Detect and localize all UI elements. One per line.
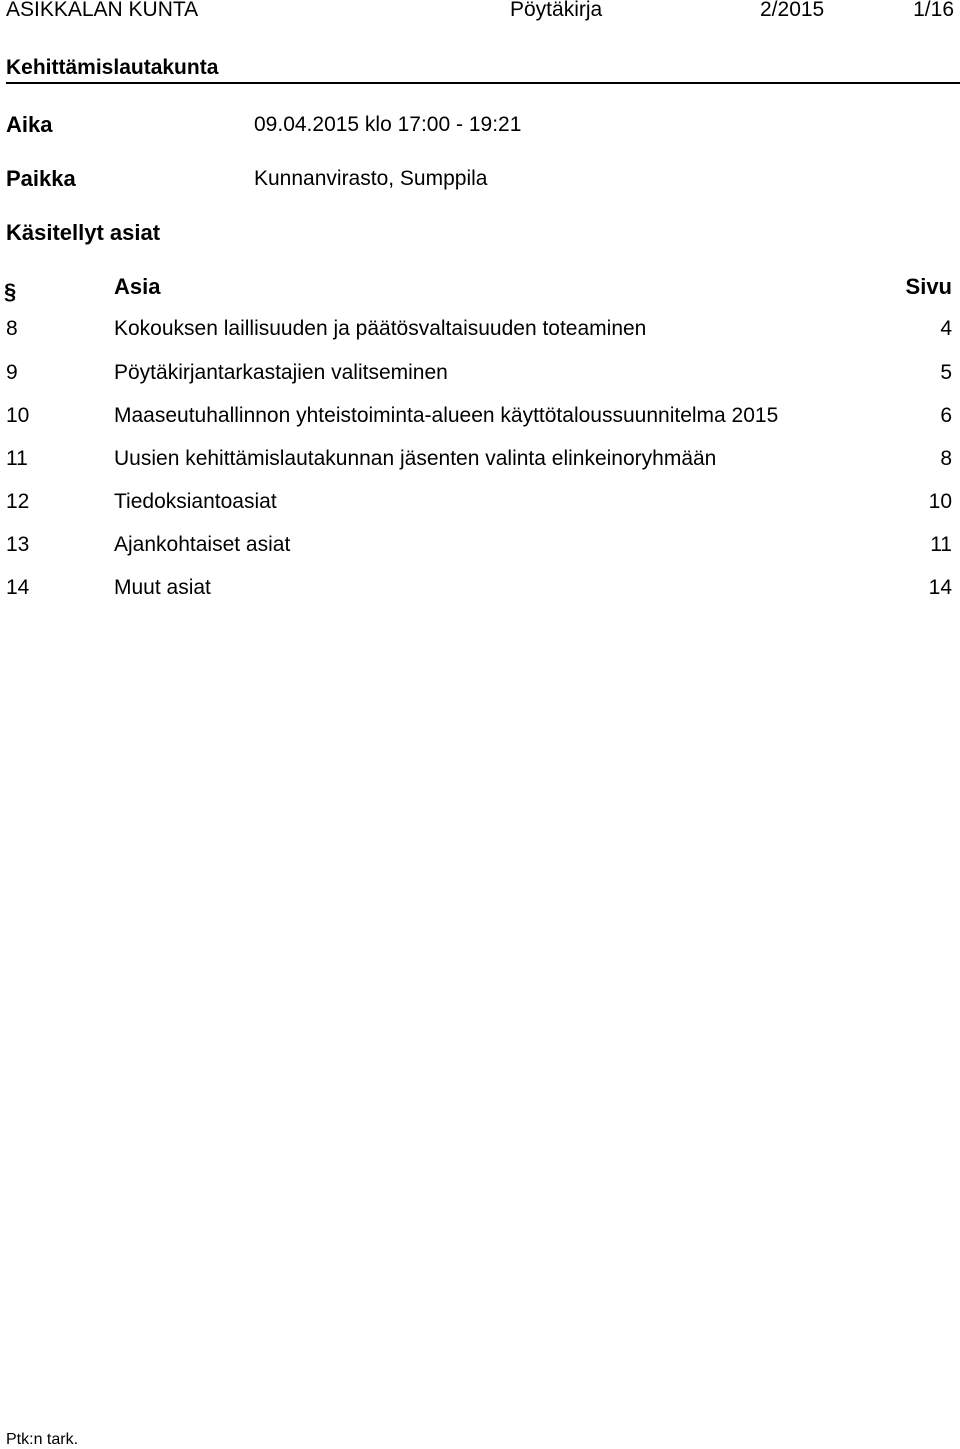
header-divider [6, 82, 960, 84]
item-page: 6 [940, 404, 952, 427]
item-page: 8 [940, 447, 952, 470]
municipality-name: ASIKKALAN KUNTA [6, 0, 199, 21]
page-indicator: 1/16 [913, 0, 954, 21]
place-label: Paikka [6, 166, 76, 191]
item-number: 12 [6, 490, 30, 513]
place-value: Kunnanvirasto, Sumppila [254, 167, 488, 190]
item-title: Maaseutuhallinnon yhteistoiminta-alueen käyttötaloussuunnitelma 2015 [114, 404, 779, 427]
item-title: Muut asiat [114, 576, 211, 599]
item-number: 10 [6, 404, 30, 427]
committee-name: Kehittämislautakunta [6, 56, 219, 79]
footer-initials-label: Ptk:n tark. [6, 1431, 79, 1448]
item-title: Uusien kehittämislautakunnan jäsenten valinta elinkeinoryhmään [114, 447, 717, 470]
item-title: Kokouksen laillisuuden ja päätösvaltaisuuden toteaminen [114, 317, 647, 340]
item-number: 11 [6, 447, 28, 470]
item-number: 8 [6, 317, 18, 340]
item-title: Pöytäkirjantarkastajien valitseminen [114, 361, 448, 384]
item-page: 10 [928, 490, 952, 513]
item-title: Ajankohtaiset asiat [114, 533, 291, 556]
time-label: Aika [6, 112, 53, 137]
item-page: 11 [930, 533, 952, 556]
column-header-subject: Asia [114, 274, 161, 299]
time-value: 09.04.2015 klo 17:00 - 19:21 [254, 113, 522, 136]
document-number: 2/2015 [760, 0, 825, 21]
agenda-heading: Käsitellyt asiat [6, 220, 161, 245]
item-number: 14 [6, 576, 30, 599]
svg-text:§: § [4, 279, 17, 303]
section-mark-icon [4, 279, 18, 303]
item-page: 5 [940, 361, 952, 384]
item-page: 14 [928, 576, 952, 599]
item-title: Tiedoksiantoasiat [114, 490, 277, 513]
item-page: 4 [940, 317, 952, 340]
column-header-page: Sivu [905, 274, 952, 299]
document-type: Pöytäkirja [510, 0, 603, 21]
item-number: 9 [6, 361, 18, 384]
item-number: 13 [6, 533, 30, 556]
